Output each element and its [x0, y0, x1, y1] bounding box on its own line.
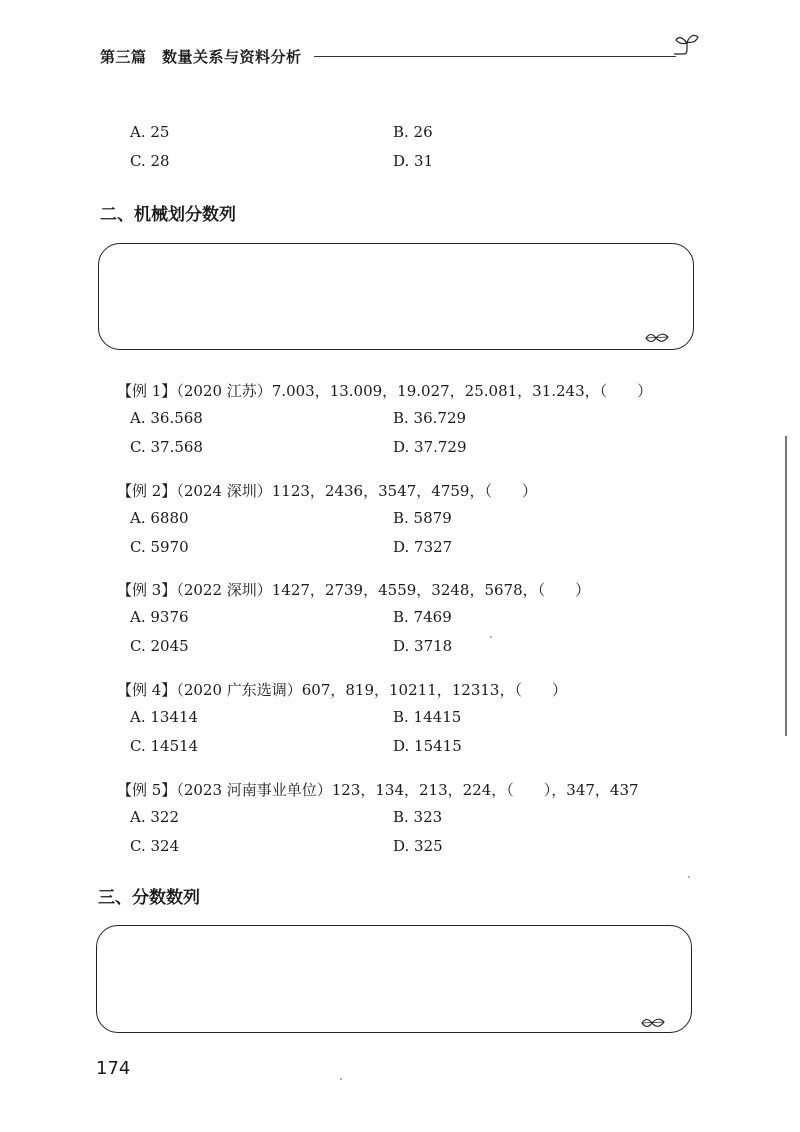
running-header: 第三篇 数量关系与资料分析: [100, 48, 302, 66]
leaf-icon: [644, 331, 670, 345]
scan-speck: [688, 876, 690, 878]
option-c: C. 37.568: [130, 438, 203, 456]
example-stem: （2020 广东选调）607，819，10211，12313，（ ）: [176, 681, 567, 699]
option-d: D. 3718: [393, 637, 453, 655]
scan-speck: [340, 1078, 342, 1080]
page-number: 174: [96, 1058, 131, 1079]
option-d: D. 37.729: [393, 438, 467, 456]
option-c: C. 324: [130, 837, 180, 855]
option-a: A. 322: [130, 808, 179, 826]
example-question: [117, 480, 537, 501]
option-a: A. 9376: [130, 608, 189, 626]
notes-box: [98, 243, 694, 350]
header-rule: [314, 56, 676, 57]
option-a: A. 6880: [130, 509, 189, 527]
example-tag: 【例 5】: [117, 781, 177, 799]
example-question: [117, 579, 590, 600]
option-b: B. 14415: [393, 708, 462, 726]
example-tag: 【例 3】: [117, 581, 177, 599]
option-b: B. 7469: [393, 608, 452, 626]
option-d: D. 31: [393, 152, 434, 170]
example-tag: 【例 1】: [117, 382, 177, 400]
option-b: B. 5879: [393, 509, 452, 527]
option-a: A. 25: [130, 123, 170, 141]
option-a: A. 36.568: [130, 409, 203, 427]
option-b: B. 36.729: [393, 409, 467, 427]
notes-box: [96, 925, 692, 1033]
example-question: [117, 679, 567, 700]
scan-edge-line: [785, 436, 787, 736]
option-c: C. 14514: [130, 737, 199, 755]
example-stem: （2024 深圳）1123，2436，3547，4759，（ ）: [176, 482, 537, 500]
example-question: [117, 779, 639, 800]
section-title: 三、分数数列: [98, 888, 200, 908]
example-stem: （2022 深圳）1427，2739，4559，3248，5678，（ ）: [176, 581, 591, 599]
option-b: B. 26: [393, 123, 433, 141]
section-title: 二、机械划分数列: [100, 205, 236, 225]
option-d: D. 7327: [393, 538, 453, 556]
option-c: C. 28: [130, 152, 170, 170]
example-stem: （2020 江苏）7.003，13.009，19.027，25.081，31.243，（ ）: [176, 382, 653, 400]
option-d: D. 325: [393, 837, 443, 855]
example-tag: 【例 4】: [117, 681, 177, 699]
option-d: D. 15415: [393, 737, 462, 755]
example-stem: （2023 河南事业单位）123，134，213，224，（ ），347，437: [176, 781, 639, 799]
option-c: C. 5970: [130, 538, 189, 556]
option-c: C. 2045: [130, 637, 189, 655]
scan-speck: [490, 636, 492, 638]
example-tag: 【例 2】: [117, 482, 177, 500]
example-question: [117, 380, 652, 401]
sprout-icon: [670, 30, 702, 62]
option-b: B. 323: [393, 808, 443, 826]
option-a: A. 13414: [130, 708, 199, 726]
leaf-icon: [640, 1016, 666, 1030]
